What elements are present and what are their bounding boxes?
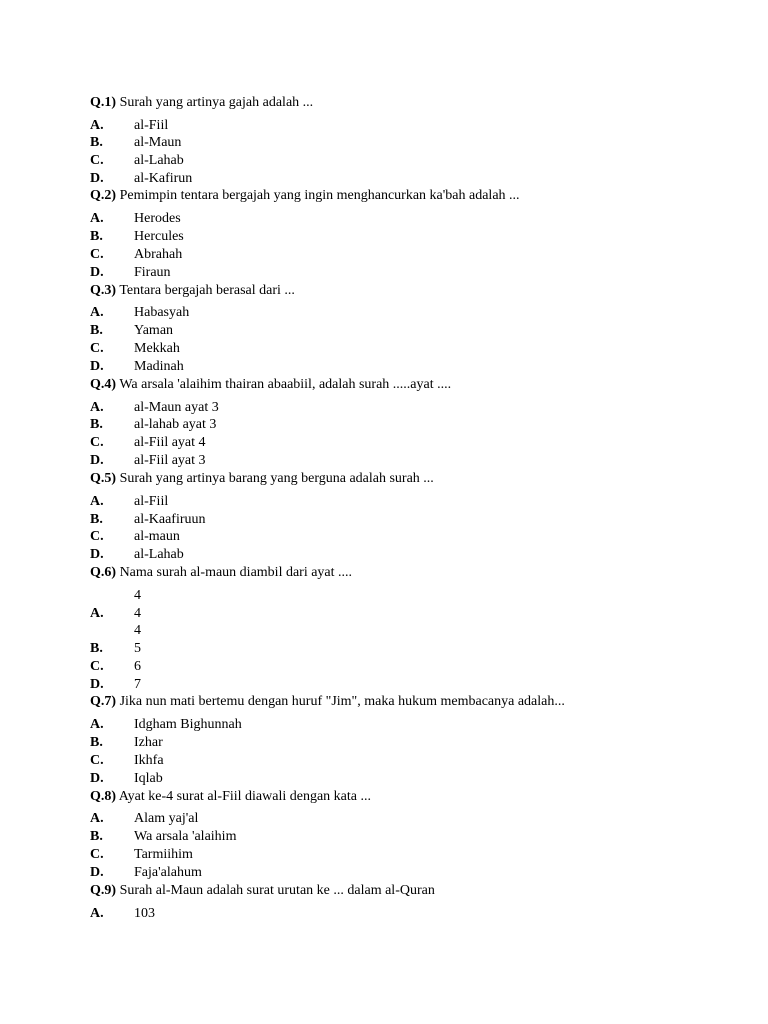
option-text: 103: [134, 906, 155, 921]
question-number: Q.8): [90, 789, 117, 804]
option-text: Mekkah: [134, 341, 180, 356]
option-letter: C.: [90, 435, 104, 450]
option-letter: B.: [90, 229, 103, 244]
option-text: 6: [134, 659, 141, 674]
option-letter: D.: [90, 359, 104, 374]
option-text: Izhar: [134, 735, 163, 750]
option-letter: D.: [90, 865, 104, 880]
option-text: Wa arsala 'alaihim: [134, 829, 237, 844]
option-letter: B.: [90, 323, 103, 338]
question-1: [90, 94, 313, 111]
option-letter: B.: [90, 641, 103, 656]
question-number: Q.2): [90, 188, 117, 203]
question-text: Ayat ke-4 surat al-Fiil diawali dengan kata ...: [118, 789, 371, 804]
question-number: Q.7): [90, 694, 117, 709]
question-number: Q.3): [90, 283, 117, 298]
option-text: Herodes: [134, 211, 181, 226]
question-4: [90, 376, 451, 393]
question-5: [90, 470, 434, 487]
option-text-extra: 4: [134, 588, 141, 603]
option-letter: A.: [90, 606, 104, 621]
option-letter: C.: [90, 341, 104, 356]
question-text: Jika nun mati bertemu dengan huruf "Jim", maka hukum membacanya adalah...: [119, 694, 565, 709]
option-letter: C.: [90, 153, 104, 168]
question-number: Q.5): [90, 471, 117, 486]
question-7: [90, 693, 565, 710]
option-letter: A.: [90, 811, 104, 826]
option-letter: C.: [90, 247, 104, 262]
question-number: Q.6): [90, 565, 117, 580]
option-letter: D.: [90, 771, 104, 786]
option-text: Ikhfa: [134, 753, 164, 768]
option-letter: D.: [90, 547, 104, 562]
option-letter: A.: [90, 494, 104, 509]
option-text: Faja'alahum: [134, 865, 202, 880]
option-text: al-Kaafiruun: [134, 512, 206, 527]
option-text: Firaun: [134, 265, 171, 280]
option-text: al-Fiil ayat 3: [134, 453, 206, 468]
option-text: al-lahab ayat 3: [134, 417, 217, 432]
option-letter: D.: [90, 677, 104, 692]
option-letter: B.: [90, 512, 103, 527]
question-text: Tentara bergajah berasal dari ...: [119, 283, 295, 298]
option-text: al-Kafirun: [134, 171, 193, 186]
question-number: Q.4): [90, 377, 117, 392]
option-letter: B.: [90, 829, 103, 844]
question-text: Surah al-Maun adalah surat urutan ke ... dalam al-Quran: [119, 883, 435, 898]
option-text: Hercules: [134, 229, 184, 244]
option-letter: C.: [90, 659, 104, 674]
option-text: al-Fiil: [134, 118, 169, 133]
option-letter: D.: [90, 453, 104, 468]
option-letter: A.: [90, 717, 104, 732]
option-text: Madinah: [134, 359, 184, 374]
option-letter: B.: [90, 417, 103, 432]
question-text: Wa arsala 'alaihim thairan abaabiil, adalah surah .....ayat ....: [119, 377, 452, 392]
option-letter: A.: [90, 400, 104, 415]
question-number: Q.1): [90, 95, 117, 110]
question-8: [90, 788, 371, 805]
question-number: Q.9): [90, 883, 117, 898]
option-text: Habasyah: [134, 305, 190, 320]
option-letter: D.: [90, 171, 104, 186]
option-letter: C.: [90, 847, 104, 862]
question-2: [90, 187, 520, 204]
option-text: 4: [134, 606, 141, 621]
option-text: al-Lahab: [134, 547, 184, 562]
option-text: al-Lahab: [134, 153, 184, 168]
option-letter: A.: [90, 118, 104, 133]
option-text-extra: 4: [134, 623, 141, 638]
option-text: al-maun: [134, 529, 180, 544]
option-letter: A.: [90, 305, 104, 320]
question-3: [90, 282, 295, 299]
option-letter: D.: [90, 265, 104, 280]
question-text: Pemimpin tentara bergajah yang ingin menghancurkan ka'bah adalah ...: [119, 188, 520, 203]
option-text: 7: [134, 677, 141, 692]
question-text: Surah yang artinya barang yang berguna adalah surah ...: [119, 471, 434, 486]
question-6: [90, 564, 352, 581]
option-letter: B.: [90, 135, 103, 150]
option-text: al-Fiil ayat 4: [134, 435, 206, 450]
option-letter: C.: [90, 529, 104, 544]
option-letter: A.: [90, 211, 104, 226]
option-text: al-Fiil: [134, 494, 169, 509]
option-text: 5: [134, 641, 141, 656]
option-letter: B.: [90, 735, 103, 750]
option-text: al-Maun ayat 3: [134, 400, 219, 415]
option-text: Tarmiihim: [134, 847, 193, 862]
question-9: [90, 882, 435, 899]
option-text: Alam yaj'al: [134, 811, 199, 826]
option-text: al-Maun: [134, 135, 182, 150]
question-text: Surah yang artinya gajah adalah ...: [119, 95, 314, 110]
option-text: Idgham Bighunnah: [134, 717, 242, 732]
option-text: Abrahah: [134, 247, 183, 262]
option-letter: A.: [90, 906, 104, 921]
question-text: Nama surah al-maun diambil dari ayat ....: [119, 565, 353, 580]
option-text: Iqlab: [134, 771, 163, 786]
option-text: Yaman: [134, 323, 174, 338]
option-letter: C.: [90, 753, 104, 768]
